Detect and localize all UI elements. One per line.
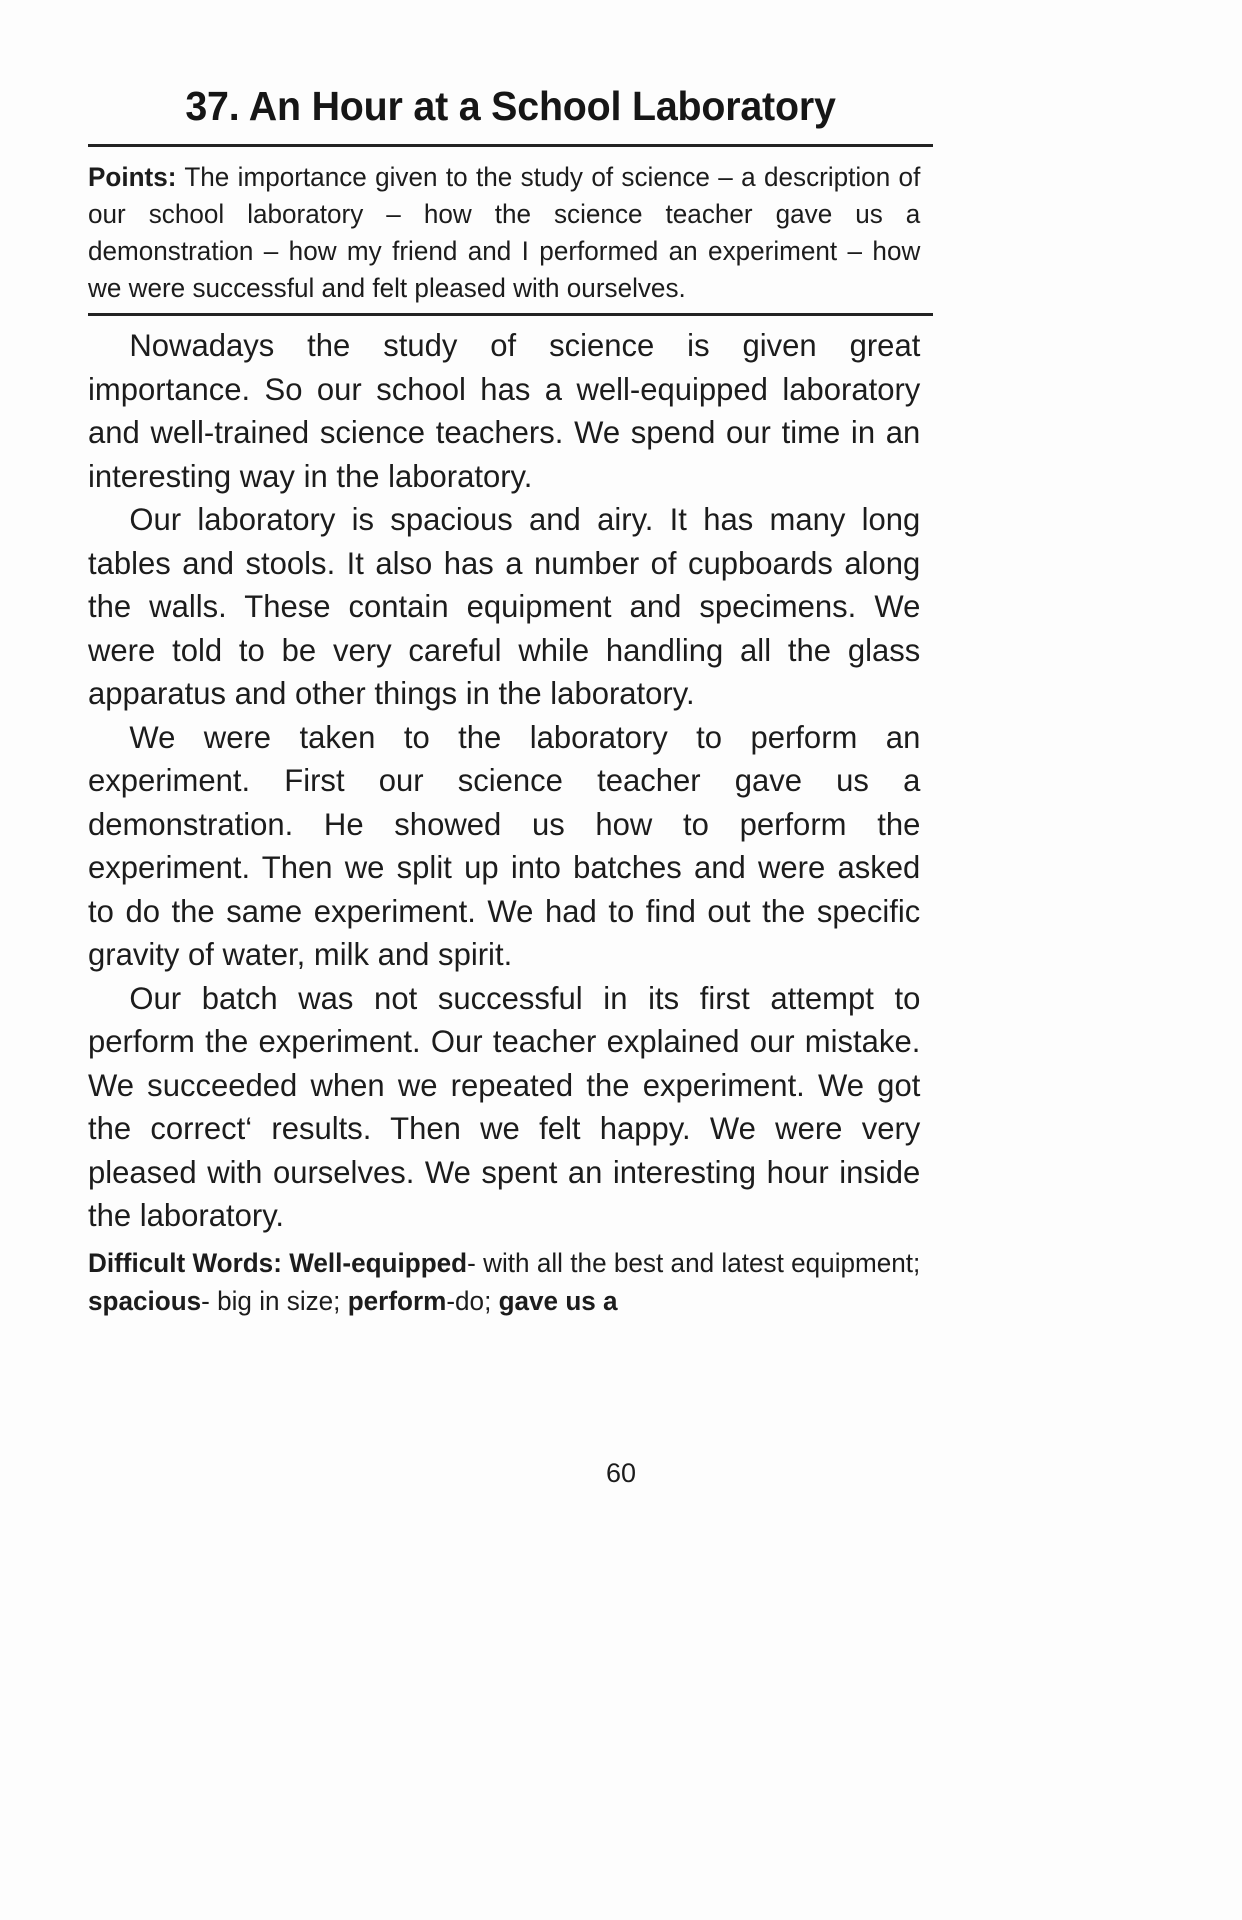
difficult-word-term: perform: [347, 1285, 447, 1316]
points-body: The importance given to the study of science – a description of our school laboratory – how the science teacher gave us a demonstration – how my friend and I performed an experiment – how we were successful and felt pleased with ourselves.: [88, 162, 921, 303]
difficult-word-definition: - big in size;: [201, 1285, 348, 1316]
difficult-word-term: spacious: [88, 1285, 202, 1316]
essay-body: [88, 316, 933, 1238]
body-paragraph: Our laboratory is spacious and airy. It has many long tables and stools. It also has a number of cupboards along the walls. These contain equipment and specimens. We were told to be very careful while handling all the glass apparatus and other things in the laboratory.: [88, 501, 921, 711]
difficult-words-section: [88, 1244, 920, 1320]
difficult-word-term: Well-equipped: [281, 1247, 468, 1278]
difficult-word-definition: - with all the best and latest equipment;: [467, 1247, 921, 1278]
points-paragraph: [88, 159, 920, 307]
difficult-word-term: gave us a: [498, 1285, 618, 1316]
points-section: [88, 147, 933, 313]
page-number: 60: [605, 1458, 637, 1488]
body-paragraph: Nowadays the study of science is given great importance. So our school has a well-equipped laboratory and well-trained science teachers. We spend our time in an interesting way in the laboratory.: [88, 327, 921, 494]
difficult-word-definition: -do;: [446, 1285, 499, 1316]
points-label: Points:: [88, 162, 177, 192]
page-title: 37. An Hour at a School Laboratory: [185, 83, 836, 129]
difficult-words-label: Difficult Words:: [88, 1247, 282, 1278]
body-paragraph: We were taken to the laboratory to perform an experiment. First our science teacher gave us a demonstration. He showed us how to perform the experiment. Then we split up into batches and were asked to do the same experiment. We had to find out the specific gravity of water, milk and spirit.: [88, 718, 921, 972]
page-content: [88, 60, 933, 1320]
body-paragraph: Our batch was not successful in its first attempt to perform the experiment. Our teacher explained our mistake. We succeeded when we repeated the experiment. We got the correct‘ results. Then we felt happy. We were very pleased with ourselves. We spent an interesting hour inside the laboratory.: [88, 979, 921, 1233]
